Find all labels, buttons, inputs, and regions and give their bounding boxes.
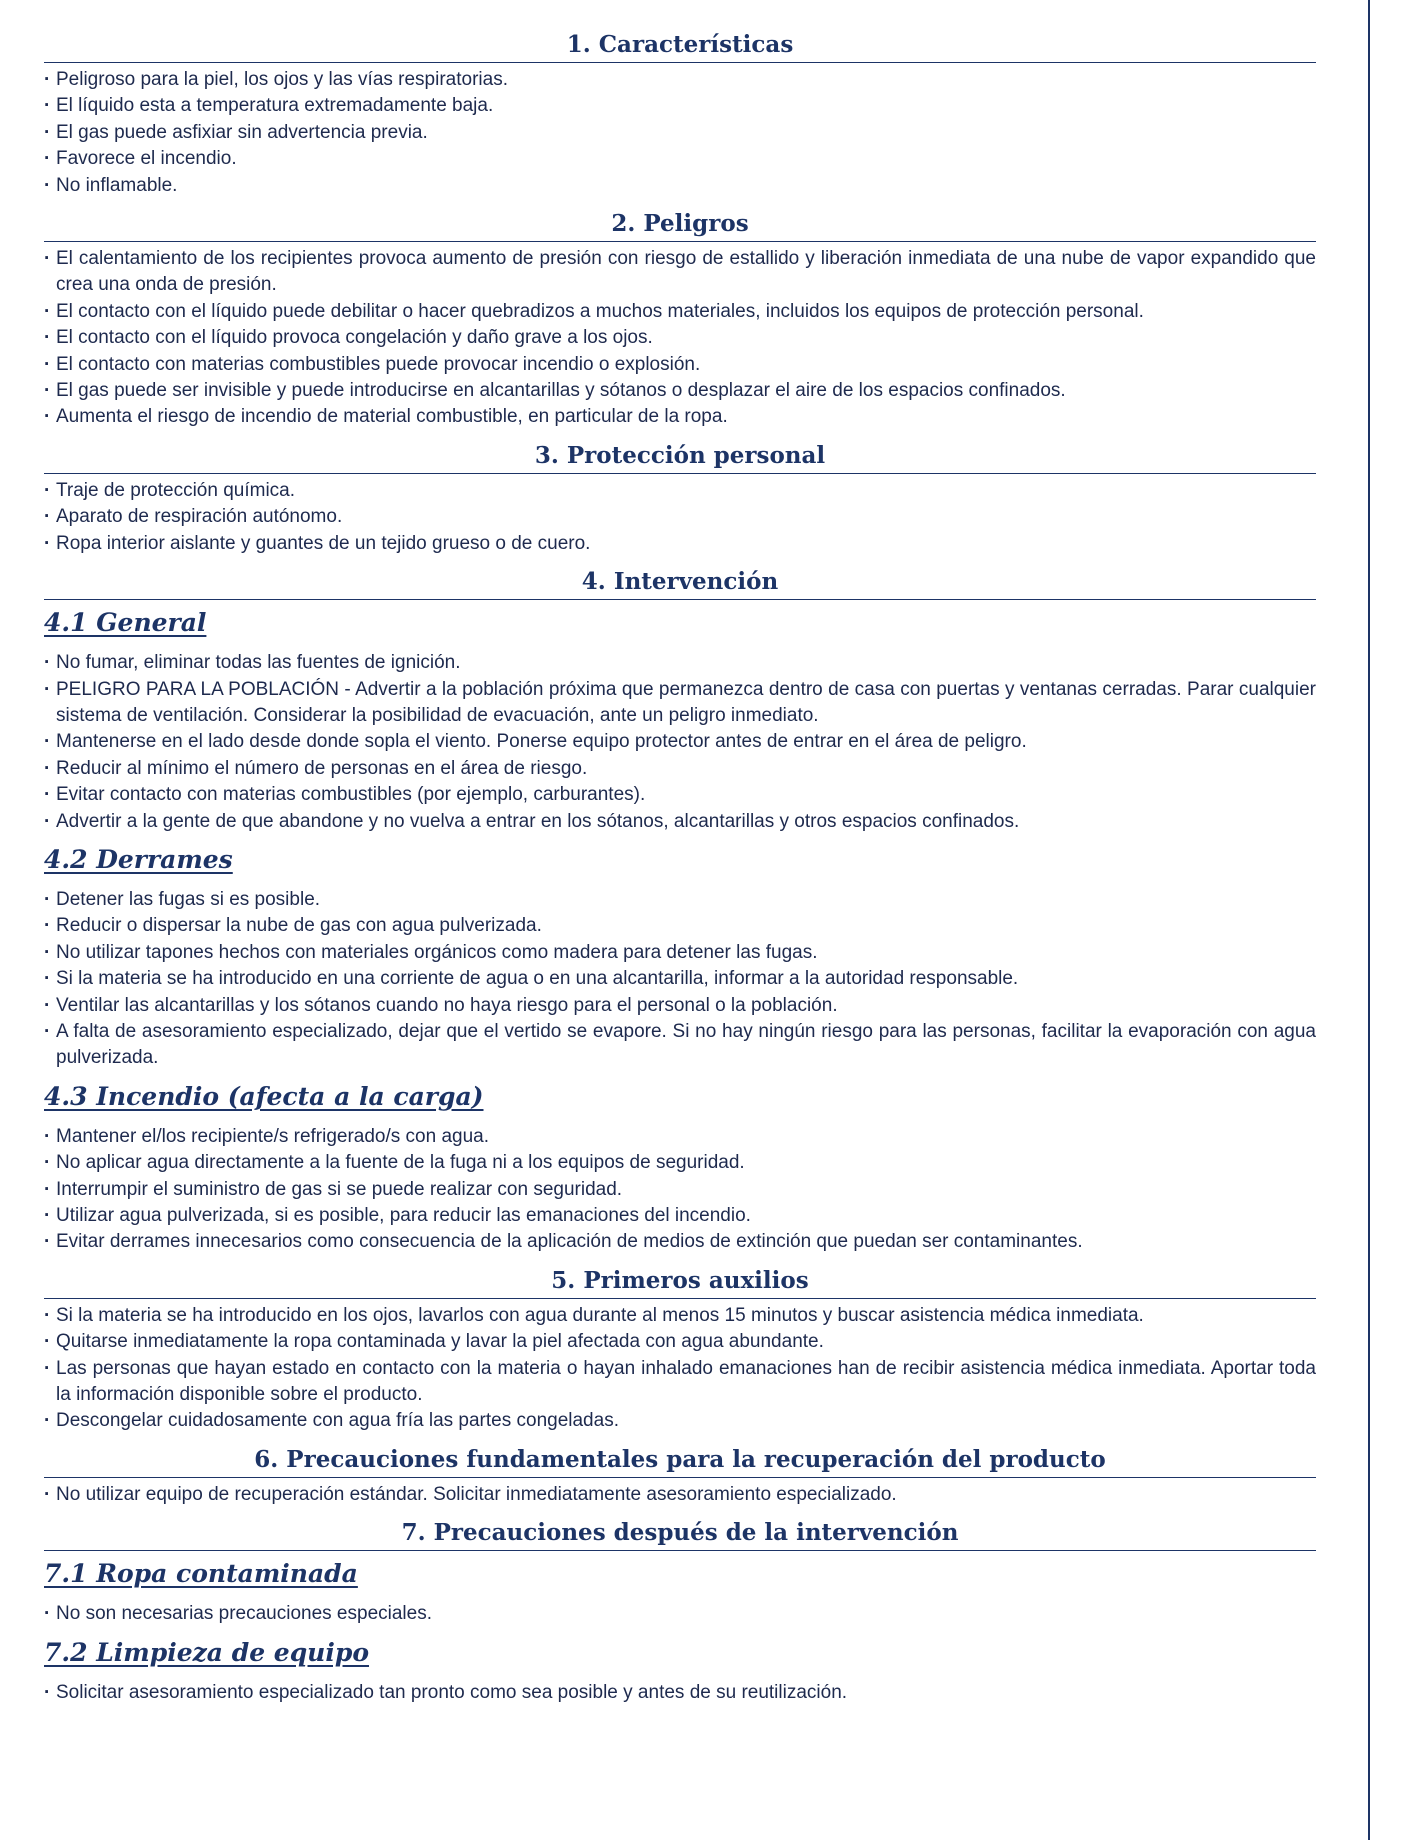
item-list — [44, 246, 1316, 431]
item-list — [44, 1601, 1316, 1627]
list-item: · Solicitar asesoramiento especializado tan pronto como sea posible y antes de su reutilización. — [44, 1680, 1316, 1706]
list-item: · Si la materia se ha introducido en los ojos, lavarlos con agua durante al menos 15 minutos y buscar asistencia médica inmediata. — [44, 1303, 1316, 1329]
section-first-aid — [44, 1266, 1316, 1435]
list-item: · Evitar contacto con materias combustibles (por ejemplo, carburantes). — [44, 782, 1316, 808]
list-item: · PELIGRO PARA LA POBLACIÓN - Advertir a la población próxima que permanezca dentro de casa con puertas y ventanas cerradas. Parar cualquier sistema de ventilación. Considerar la posibilidad de evacuación, ante un peligro inmediato. — [44, 677, 1316, 730]
list-item: · No fumar, eliminar todas las fuentes de ignición. — [44, 650, 1316, 676]
list-item: · El contacto con el líquido puede debilitar o hacer quebradizos a muchos materiales, incluidos los equipos de protección personal. — [44, 299, 1316, 325]
list-item: · Utilizar agua pulverizada, si es posible, para reducir las emanaciones del incendio. — [44, 1203, 1316, 1229]
section-title: 3. Protección personal — [44, 441, 1316, 474]
item-list — [44, 1124, 1316, 1256]
list-item: · No utilizar equipo de recuperación estándar. Solicitar inmediatamente asesoramiento especializado. — [44, 1482, 1316, 1508]
section-characteristics — [44, 30, 1316, 199]
list-item: · No aplicar agua directamente a la fuente de la fuga ni a los equipos de seguridad. — [44, 1150, 1316, 1176]
item-list — [44, 887, 1316, 1072]
list-item: · Advertir a la gente de que abandone y no vuelva a entrar en los sótanos, alcantarillas y otros espacios confinados. — [44, 809, 1316, 835]
list-item: · Reducir o dispersar la nube de gas con agua pulverizada. — [44, 913, 1316, 939]
list-item: · Descongelar cuidadosamente con agua fría las partes congeladas. — [44, 1408, 1316, 1434]
section-title: 5. Primeros auxilios — [44, 1266, 1316, 1299]
subsection-title-equipment-cleaning: 7.2 Limpieza de equipo — [44, 1637, 370, 1667]
list-item: · Aumenta el riesgo de incendio de material combustible, en particular de la ropa. — [44, 404, 1316, 430]
section-product-recovery — [44, 1445, 1316, 1508]
list-item: · El gas puede ser invisible y puede introducirse en alcantarillas y sótanos o desplazar el aire de los espacios confinados. — [44, 378, 1316, 404]
list-item: · El líquido esta a temperatura extremadamente baja. — [44, 93, 1316, 119]
item-list — [44, 1680, 1316, 1706]
list-item: · Evitar derrames innecesarios como consecuencia de la aplicación de medios de extinción que puedan ser contaminantes. — [44, 1229, 1316, 1255]
list-item: · Quitarse inmediatamente la ropa contaminada y lavar la piel afectada con agua abundante. — [44, 1329, 1316, 1355]
item-list — [44, 478, 1316, 557]
list-item: · Favorece el incendio. — [44, 146, 1316, 172]
list-item: · Mantener el/los recipiente/s refrigerado/s con agua. — [44, 1124, 1316, 1150]
list-item: · Reducir al mínimo el número de personas en el área de riesgo. — [44, 756, 1316, 782]
list-item: · No utilizar tapones hechos con materiales orgánicos como madera para detener las fugas. — [44, 940, 1316, 966]
list-item: · El calentamiento de los recipientes provoca aumento de presión con riesgo de estallido y liberación inmediata de una nube de vapor expandido que crea una onda de presión. — [44, 246, 1316, 299]
item-list — [44, 1303, 1316, 1435]
list-item: · Mantenerse en el lado desde donde sopla el viento. Ponerse equipo protector antes de entrar en el área de peligro. — [44, 729, 1316, 755]
page-border-line — [1368, 0, 1370, 1840]
section-post-intervention — [44, 1518, 1316, 1706]
safety-sheet — [44, 30, 1316, 1716]
list-item: · A falta de asesoramiento especializado, dejar que el vertido se evapore. Si no hay ningún riesgo para las personas, facilitar la evaporación con agua pulverizada. — [44, 1019, 1316, 1072]
section-title: 7. Precauciones después de la intervención — [44, 1518, 1316, 1551]
item-list — [44, 67, 1316, 199]
subsection-title-spills: 4.2 Derrames — [44, 844, 233, 874]
list-item: · Aparato de respiración autónomo. — [44, 504, 1316, 530]
list-item: · Traje de protección química. — [44, 478, 1316, 504]
section-title: 2. Peligros — [44, 209, 1316, 242]
list-item: · Peligroso para la piel, los ojos y las vías respiratorias. — [44, 67, 1316, 93]
section-personal-protection — [44, 441, 1316, 557]
list-item: · Si la materia se ha introducido en una corriente de agua o en una alcantarilla, informar a la autoridad responsable. — [44, 966, 1316, 992]
list-item: · El gas puede asfixiar sin advertencia previa. — [44, 120, 1316, 146]
list-item: · No son necesarias precauciones especiales. — [44, 1601, 1316, 1627]
item-list — [44, 650, 1316, 835]
list-item: · Las personas que hayan estado en contacto con la materia o hayan inhalado emanaciones han de recibir asistencia médica inmediata. Aportar toda la información disponible sobre el producto. — [44, 1356, 1316, 1409]
list-item: · Detener las fugas si es posible. — [44, 887, 1316, 913]
section-title: 1. Características — [44, 30, 1316, 63]
list-item: · El contacto con el líquido provoca congelación y daño grave a los ojos. — [44, 325, 1316, 351]
section-hazards — [44, 209, 1316, 431]
section-title: 4. Intervención — [44, 567, 1316, 600]
list-item: · No inflamable. — [44, 173, 1316, 199]
subsection-title-general: 4.1 General — [44, 608, 207, 638]
list-item: · El contacto con materias combustibles puede provocar incendio o explosión. — [44, 352, 1316, 378]
list-item: · Ropa interior aislante y guantes de un tejido grueso o de cuero. — [44, 531, 1316, 557]
section-intervention — [44, 567, 1316, 1256]
subsection-title-contaminated-clothing: 7.1 Ropa contaminada — [44, 1559, 358, 1589]
item-list — [44, 1482, 1316, 1508]
section-title: 6. Precauciones fundamentales para la recuperación del producto — [44, 1445, 1316, 1478]
list-item: · Interrumpir el suministro de gas si se puede realizar con seguridad. — [44, 1177, 1316, 1203]
subsection-title-fire: 4.3 Incendio (afecta a la carga) — [44, 1081, 484, 1111]
list-item: · Ventilar las alcantarillas y los sótanos cuando no haya riesgo para el personal o la población. — [44, 993, 1316, 1019]
